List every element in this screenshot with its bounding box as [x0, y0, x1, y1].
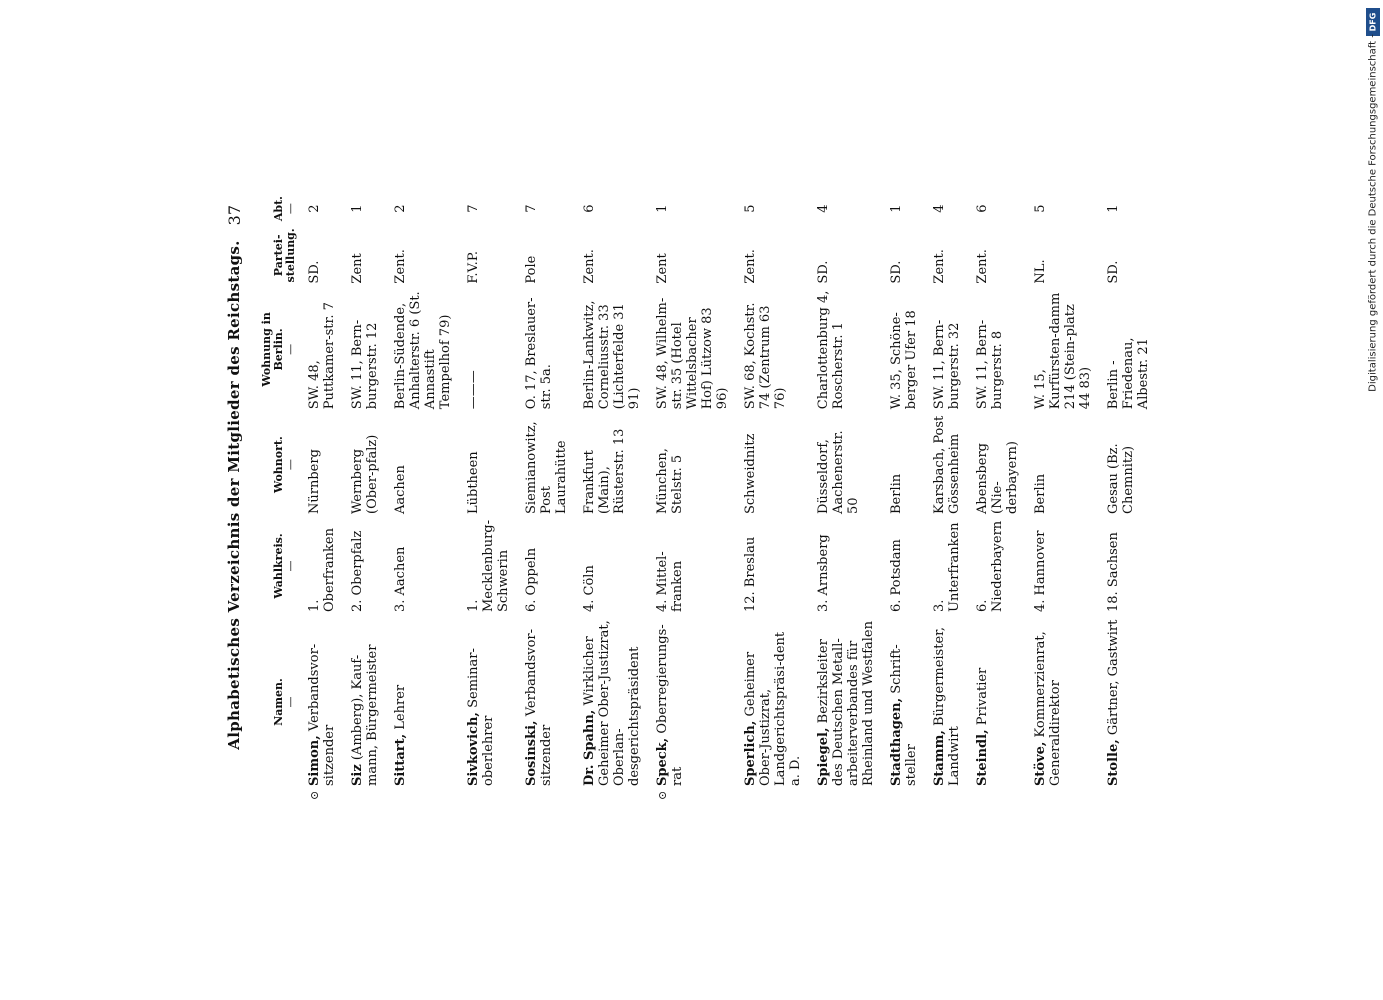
wohnort-cell: Nürnberg: [307, 449, 322, 514]
wohnung-cell: Berlin-Lankwitz, Corneliusstr. 33 (Lichterfelde 31 91): [582, 300, 642, 410]
wohnort-cell: Aachen: [393, 465, 408, 514]
wohnort-cell: Berlin: [889, 473, 904, 514]
abt-cell: 7: [466, 204, 481, 213]
member-occupation: Gärtner, Gastwirt: [1106, 619, 1121, 736]
table-row: [928, 193, 971, 789]
member-name: Simon,: [307, 735, 322, 786]
abt-cell: 1: [889, 204, 904, 213]
name-cell: [1102, 615, 1160, 789]
abt-cell: 4: [932, 204, 947, 213]
partei-cell: Zent.: [932, 249, 947, 284]
table-row: [578, 193, 651, 789]
page-title: Alphabetisches Verzeichnis der Mitglieder des Reichstags.: [225, 240, 243, 750]
wohnung-cell: W. 35, Schöne-berger Ufer 18: [889, 310, 919, 410]
wahlkreis-cell: 6. Potsdam: [889, 539, 904, 612]
wohnung-cell: SW. 48, Wilhelm-str. 35 (Hotel Wittelsbacher Hof) Lützow 83 96): [655, 297, 730, 410]
rotated-page-area: [225, 185, 1151, 805]
wohnung-cell: Berlin - Friedenau, Albestr. 21: [1106, 337, 1151, 410]
header-abt: Abt. —: [272, 196, 297, 222]
member-name: Sperlich,: [743, 720, 758, 786]
member-occupation: Verbandsvor-sitzender: [524, 628, 554, 786]
partei-cell: SD.: [1106, 260, 1121, 284]
header-wahlkreis: Wahlkreis. —: [272, 533, 297, 599]
wohnung-cell: O. 17, Breslauer-str. 5a.: [524, 297, 554, 410]
marker-symbol: ⊙: [656, 790, 669, 800]
partei-cell: SD.: [889, 260, 904, 284]
name-cell: [928, 615, 971, 789]
abt-cell: 2: [393, 204, 408, 213]
name-cell: [389, 615, 462, 789]
wohnung-cell: Berlin-Südende, Anhalterstr. 6 (St. Annastift Tempelhof 79): [393, 291, 453, 410]
abt-cell: 6: [582, 204, 597, 213]
table-row: [812, 193, 885, 789]
abt-cell: 2: [307, 204, 322, 213]
wohnort-cell: Gesau (Bz. Chemnitz): [1106, 443, 1136, 514]
table-row: [651, 193, 739, 789]
table-header-row: [259, 193, 303, 789]
name-cell: [303, 615, 346, 800]
name-cell: [346, 615, 389, 789]
member-name: Stöve,: [1033, 741, 1048, 786]
member-name: Stadthagen,: [889, 697, 904, 786]
table-row: [303, 193, 346, 789]
wahlkreis-cell: 4. Hannover: [1033, 530, 1048, 612]
member-name: Stamm,: [932, 730, 947, 786]
partei-cell: Zent.: [743, 249, 758, 284]
partei-cell: Zent.: [393, 249, 408, 284]
partei-cell: SD.: [307, 260, 322, 284]
header-wohnort: Wohnort. —: [272, 436, 297, 494]
name-cell: [578, 615, 651, 789]
header-partei: Partei-stellung.: [272, 228, 297, 283]
wahlkreis-cell: 2. Oberpfalz: [350, 530, 365, 612]
member-name: Siz: [350, 764, 365, 786]
member-occupation: Oberregierungs-rat: [655, 624, 685, 786]
member-occupation: Geheimer Ober-Justizrat, Landgerichtspräsi-dent a. D.: [743, 631, 803, 786]
wohnung-cell: SW. 48, Puttkamer-str. 7: [307, 302, 337, 410]
members-table: [259, 193, 1160, 800]
member-occupation: Bürgermeister, Landwirt: [932, 626, 962, 786]
name-cell: [739, 615, 812, 789]
abt-cell: 5: [743, 204, 758, 213]
member-occupation: Bezirksleiter des Deutschen Metall-arbeiterverbandes für Rheinland und Westfalen: [816, 621, 876, 786]
wohnort-cell: Berlin: [1033, 473, 1048, 514]
partei-cell: F.V.P.: [466, 250, 481, 284]
table-row: [462, 193, 520, 789]
member-occupation: Seminar-oberlehrer: [466, 648, 496, 786]
partei-cell: Zent.: [975, 249, 990, 284]
table-row: [971, 193, 1029, 789]
partei-cell: Zent: [655, 253, 670, 284]
wohnort-cell: Abensberg (Nie-derbayern): [975, 441, 1020, 514]
table-row: [389, 193, 462, 789]
name-cell: [520, 615, 578, 789]
abt-cell: 1: [1106, 204, 1121, 213]
member-name: Spiegel,: [816, 727, 831, 786]
member-name: Speck,: [655, 737, 670, 786]
member-occupation: Verbandsvor-sitzender: [307, 643, 337, 786]
wohnort-cell: Düsseldorf, Aachenerstr. 50: [816, 430, 861, 514]
wohnort-cell: Wernberg (Ober-pfalz): [350, 434, 380, 514]
marker-symbol: ⊙: [308, 790, 321, 800]
abt-cell: 4: [816, 204, 831, 213]
table-row: [885, 193, 928, 789]
wohnung-cell: SW. 11, Bern-burgerstr. 32: [932, 319, 962, 410]
member-occupation: Lehrer: [393, 684, 408, 730]
name-cell: [651, 615, 739, 800]
partei-cell: SD.: [816, 260, 831, 284]
member-name: Sivkovich,: [466, 712, 481, 786]
wahlkreis-cell: 6. Niederbayern: [975, 520, 1005, 612]
name-cell: [1029, 615, 1102, 789]
member-occupation: Schrift-steller: [889, 644, 919, 786]
member-name: Sosinski,: [524, 720, 539, 786]
partei-cell: Zent.: [582, 249, 597, 284]
name-cell: [971, 615, 1029, 789]
abt-cell: 1: [655, 204, 670, 213]
member-occupation: Wirklicher Geheimer Ober-Justizrat, Oberlan-desgerichtspräsident: [582, 620, 642, 786]
member-name: Stolle,: [1106, 739, 1121, 786]
wahlkreis-cell: 1. Mecklenburg-Schwerin: [466, 519, 511, 612]
member-occupation: Privatier: [975, 667, 990, 726]
wohnung-cell: W. 15, Kurfürsten-damm 214 (Stein-platz 44 83): [1033, 292, 1093, 410]
wohnort-cell: Schweidnitz: [743, 433, 758, 514]
wohnort-cell: Karsbach, Post Gössenheim: [932, 415, 962, 514]
digitization-credit: Digitalisierung gefördert durch die Deutsche Forschungsgemeinschaft -: [1367, 34, 1379, 392]
abt-cell: 1: [350, 204, 365, 213]
wahlkreis-cell: 12. Breslau: [743, 536, 758, 612]
partei-cell: Zent: [350, 253, 365, 284]
member-occupation: (Amberg), Kauf-mann, Bürgermeister: [350, 644, 380, 786]
abt-cell: 7: [524, 204, 539, 213]
wohnort-cell: Siemianowitz, Post Laurahütte: [524, 421, 569, 514]
dfg-logo: DFG: [1366, 8, 1380, 36]
wohnung-cell: SW. 11, Bern-burgerstr. 8: [975, 319, 1005, 410]
table-body: [303, 193, 1160, 800]
abt-cell: 5: [1033, 204, 1048, 213]
member-occupation: Kommerzienrat, Generaldirektor: [1033, 631, 1063, 786]
wohnung-cell: ———: [466, 370, 481, 410]
table-row: [1102, 193, 1160, 789]
wahlkreis-cell: 3. Aachen: [393, 546, 408, 612]
member-name: Steindl,: [975, 729, 990, 786]
header-name: Namen. —: [272, 678, 297, 726]
wohnort-cell: Lübtheen: [466, 451, 481, 514]
page-number: 37: [225, 205, 244, 226]
table-row: [739, 193, 812, 789]
header-wohnung: Wohnung in Berlin. —: [260, 312, 297, 387]
member-name: Sittart,: [393, 733, 408, 786]
dfg-sidebar: [1366, 8, 1380, 390]
table-row: [346, 193, 389, 789]
document-page: [225, 185, 1151, 805]
name-cell: [812, 615, 885, 789]
wahlkreis-cell: 3. Unterfranken: [932, 522, 962, 612]
wahlkreis-cell: 3. Arnsberg: [816, 534, 831, 612]
table-row: [520, 193, 578, 789]
wahlkreis-cell: 6. Oppeln: [524, 547, 539, 612]
wahlkreis-cell: 18. Sachsen: [1106, 532, 1121, 612]
wahlkreis-cell: 1. Oberfranken: [307, 528, 337, 612]
wahlkreis-cell: 4. Mittel-franken: [655, 551, 685, 612]
wohnort-cell: München, Stelstr. 5: [655, 448, 685, 514]
wohnung-cell: SW. 68, Kochstr. 74 (Zentrum 63 76): [743, 302, 788, 410]
partei-cell: Pole: [524, 255, 539, 284]
abt-cell: 6: [975, 204, 990, 213]
name-cell: [885, 615, 928, 789]
member-name: Dr. Spahn,: [582, 709, 597, 786]
wohnung-cell: Charlottenburg 4, Roscherstr. 1: [816, 290, 846, 410]
wahlkreis-cell: 4. Cöln: [582, 565, 597, 612]
name-cell: [462, 615, 520, 789]
table-row: [1029, 193, 1102, 789]
wohnung-cell: SW. 11, Bern-burgerstr. 12: [350, 319, 380, 410]
wohnort-cell: Frankfurt (Main), Rüsterstr. 13: [582, 428, 627, 514]
partei-cell: NL.: [1033, 259, 1048, 284]
